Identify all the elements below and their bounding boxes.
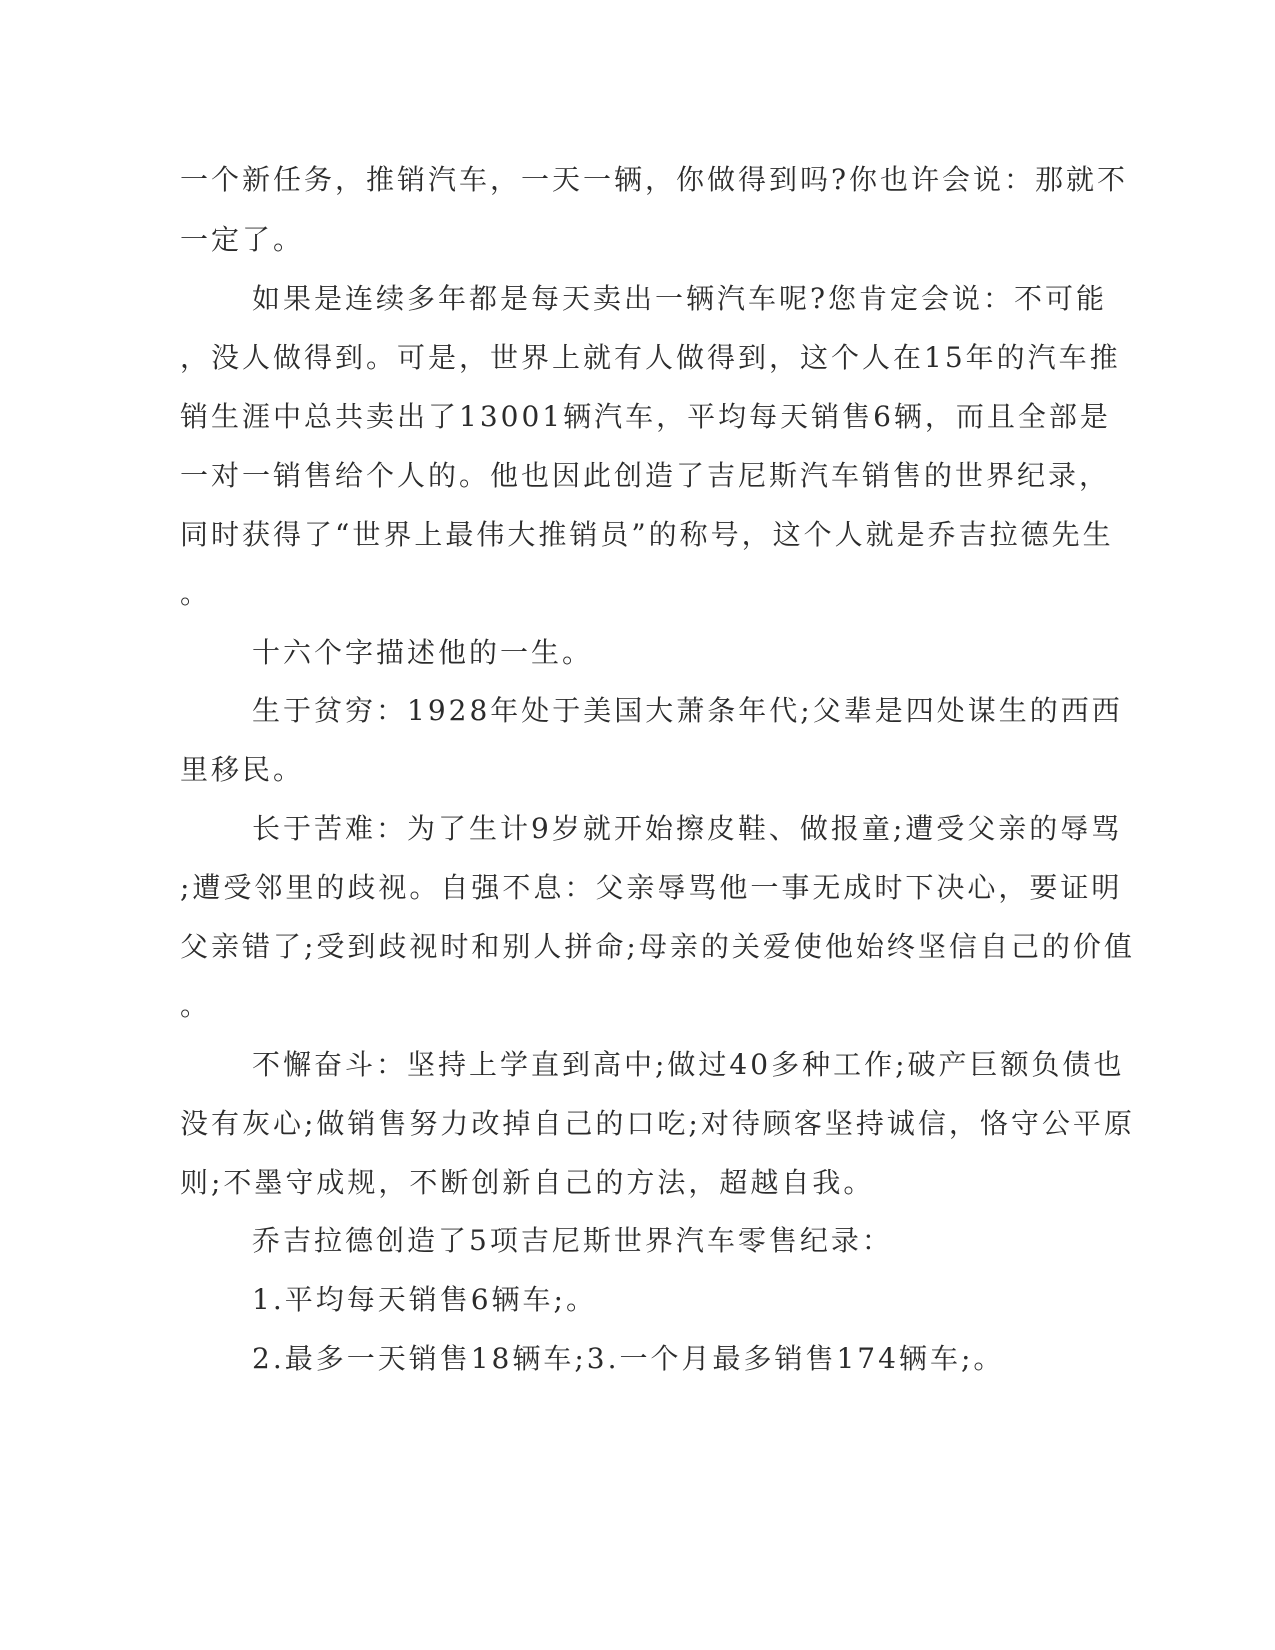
text-line: 一定了。 (180, 223, 305, 256)
paragraph-line: 乔吉拉德创造了5项吉尼斯世界汽车零售纪录： (252, 1224, 893, 1257)
text-line: ，没人做得到。可是，世界上就有人做得到，这个人在15年的汽车推 (180, 341, 1121, 374)
text-line: 父亲错了;受到歧视时和别人拼命;母亲的关爱使他始终坚信自己的价值 (180, 930, 1135, 963)
text-line: 里移民。 (180, 753, 305, 786)
text-line: 同时获得了“世界上最伟大推销员”的称号，这个人就是乔吉拉德先生 (180, 518, 1114, 551)
text-line: 一对一销售给个人的。他也因此创造了吉尼斯汽车销售的世界纪录， (180, 459, 1111, 492)
list-item: 1.平均每天销售6辆车;。 (252, 1283, 597, 1316)
text-line: 一个新任务，推销汽车，一天一辆，你做得到吗?你也许会说：那就不 (180, 163, 1129, 196)
text-line: ;遭受邻里的歧视。自强不息：父亲辱骂他一事无成时下决心，要证明 (180, 871, 1123, 904)
text-line: 则;不墨守成规，不断创新自己的方法，超越自我。 (180, 1166, 875, 1199)
paragraph-line: 长于苦难：为了生计9岁就开始擦皮鞋、做报童;遭受父亲的辱骂 (252, 812, 1123, 845)
text-line: 。 (180, 577, 212, 610)
text-line: 。 (180, 989, 212, 1022)
paragraph-line: 生于贫穷：1928年处于美国大萧条年代;父辈是四处谋生的西西 (252, 694, 1123, 727)
text-line: 销生涯中总共卖出了13001辆汽车，平均每天销售6辆，而且全部是 (180, 400, 1111, 433)
text-line: 没有灰心;做销售努力改掉自己的口吃;对待顾客坚持诚信，恪守公平原 (180, 1107, 1135, 1140)
paragraph-line: 不懈奋斗：坚持上学直到高中;做过40多种工作;破产巨额负债也 (252, 1048, 1125, 1081)
paragraph-line: 如果是连续多年都是每天卖出一辆汽车呢?您肯定会说：不可能 (252, 282, 1108, 315)
list-item: 2.最多一天销售18辆车;3.一个月最多销售174辆车;。 (252, 1342, 1005, 1375)
paragraph-line: 十六个字描述他的一生。 (252, 636, 594, 669)
